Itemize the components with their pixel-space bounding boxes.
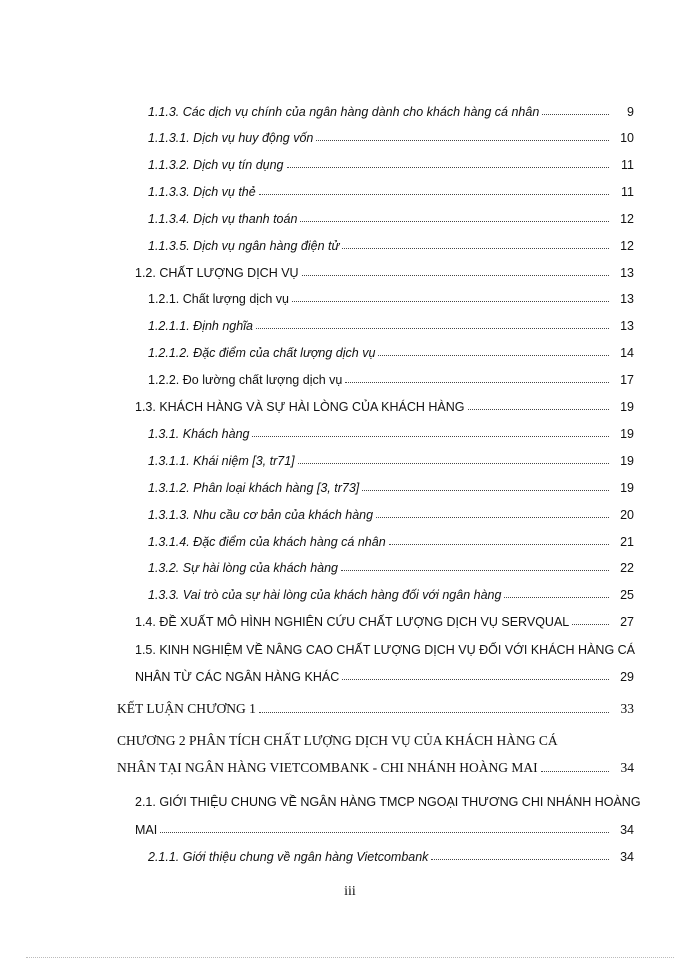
toc-entry[interactable] [148,473,634,495]
dot-leader [287,166,609,168]
toc-entry[interactable] [148,500,634,522]
toc-entry-title: 1.1.3.4. Dịch vụ thanh toán [148,212,298,226]
toc-entry-title: 1.3.1.2. Phân loại khách hàng [3, tr73] [148,481,360,495]
toc-entry-page: 12 [620,212,634,226]
toc-entry-page: 13 [620,266,634,280]
toc-entry-page: 19 [620,427,634,441]
dot-leader [378,354,609,356]
page-bottom-divider [26,957,674,958]
toc-entry-title: 1.2.1. Chất lượng dịch vụ [148,292,289,306]
dot-leader [389,543,609,545]
dot-leader [259,193,609,195]
toc-entry[interactable] [148,365,634,387]
page-number: iii [344,884,356,899]
dot-leader [468,408,610,410]
dot-leader [292,300,609,302]
toc-entry[interactable] [148,527,634,549]
toc-entry-page: 20 [620,508,634,522]
toc-entry-page: 19 [620,400,634,414]
toc-entry-page: 14 [620,346,634,360]
toc-entry-title: 1.3.2. Sự hài lòng của khách hàng [148,561,339,575]
toc-entry[interactable] [135,392,634,414]
toc-entry-title: 1.2.1.2. Đặc điểm của chất lượng dịch vụ [148,346,376,360]
toc-entry-title: 1.1.3.5. Dịch vụ ngân hàng điện tử [148,239,340,253]
dot-leader [572,623,609,625]
toc-entry-page: 19 [620,481,634,495]
toc-entry[interactable] [148,311,634,333]
toc-entry[interactable] [148,204,634,226]
toc-entry-title: 1.1.3.3. Dịch vụ thẻ [148,185,256,199]
toc-entry-page: 29 [620,670,634,684]
toc-entry[interactable] [148,123,634,145]
toc-entry-title: NHÂN TẠI NGÂN HÀNG VIETCOMBANK - CHI NHÁNH HOÀNG MAI [117,760,538,775]
dot-leader [252,435,609,437]
toc-entry-page: 17 [620,373,634,387]
dot-leader [345,381,609,383]
toc-entry-title: 1.4. ĐỀ XUẤT MÔ HÌNH NGHIÊN CỨU CHẤT LƯỢNG DỊCH VỤ SERVQUAL [135,615,570,629]
toc-entry[interactable] [148,580,634,602]
toc-entry[interactable] [135,815,634,837]
toc-entry[interactable] [148,338,634,360]
toc-entry-conclusion[interactable] [117,695,634,717]
dot-leader [342,247,609,249]
dot-leader [542,113,609,115]
toc-chapter[interactable] [117,754,634,776]
toc-entry-page: 9 [627,105,634,119]
dot-leader [256,327,609,329]
toc-entry[interactable] [148,231,634,253]
toc-entry-page: 34 [620,760,634,775]
dot-leader [504,596,609,598]
toc-entry[interactable] [135,662,634,684]
toc-entry-title: 1.3.1.1. Khái niệm [3, tr71] [148,454,295,468]
toc-entry[interactable] [135,607,634,629]
toc-entry-title: 1.5. KINH NGHIỆM VỀ NÂNG CAO CHẤT LƯỢNG DỊCH VỤ ĐỐI VỚI KHÁCH HÀNG CÁ [135,643,636,657]
toc-entry[interactable] [148,177,634,199]
dot-leader [160,831,609,833]
toc-entry[interactable] [148,284,634,306]
toc-entry-title: MAI [135,823,158,837]
dot-leader [316,139,609,141]
toc-entry-title: 1.3.1.4. Đặc điểm của khách hàng cá nhân [148,535,386,549]
dot-leader [431,858,609,860]
toc-entry-title: 1.1.3. Các dịch vụ chính của ngân hàng dành cho khách hàng cá nhân [148,105,540,119]
toc-entry[interactable] [148,446,634,468]
toc-entry-title: 1.3. KHÁCH HÀNG VÀ SỰ HÀI LÒNG CỦA KHÁCH HÀNG [135,400,465,414]
toc-entry-title: 1.3.3. Vai trò của sự hài lòng của khách hàng đối với ngân hàng [148,588,502,602]
toc-entry[interactable] [148,842,634,864]
toc-entry-page: 10 [620,131,634,145]
toc-entry-page: 34 [620,850,634,864]
toc-entry-page: 25 [620,588,634,602]
dot-leader [298,462,609,464]
toc-entry-page: 13 [620,292,634,306]
dot-leader [342,678,609,680]
dot-leader [341,569,609,571]
toc-chapter-line1[interactable] [117,727,634,749]
toc-entry-page: 13 [620,319,634,333]
dot-leader [300,220,609,222]
toc-entry-title: 2.1. GIỚI THIỆU CHUNG VỀ NGÂN HÀNG TMCP NGOẠI THƯƠNG CHI NHÁNH HOÀNG [135,795,641,809]
toc-entry-page: 19 [620,454,634,468]
toc-entry[interactable] [148,419,634,441]
toc-entry-page: 21 [620,535,634,549]
dot-leader [362,489,609,491]
toc-entry-title: CHƯƠNG 2 PHÂN TÍCH CHẤT LƯỢNG DỊCH VỤ CỦA KHÁCH HÀNG CÁ [117,733,558,748]
toc-entry-page: 12 [620,239,634,253]
toc-entry[interactable] [148,150,634,172]
dot-leader [376,516,609,518]
toc-entry-page: 27 [620,615,634,629]
toc-entry-page: 22 [620,561,634,575]
toc-entry-title: 1.2.2. Đo lường chất lượng dịch vụ [148,373,343,387]
toc-entry-title: 1.2. CHẤT LƯỢNG DỊCH VỤ [135,266,299,280]
toc-entry-page: 11 [621,158,634,172]
toc-entry-title: 2.1.1. Giới thiệu chung về ngân hàng Vietcombank [148,850,429,864]
toc-entry-title: NHÂN TỪ CÁC NGÂN HÀNG KHÁC [135,670,340,684]
toc-entry[interactable] [135,258,634,280]
toc-entry-line1[interactable] [135,635,634,657]
toc-entry[interactable] [148,97,634,119]
dot-leader [541,770,609,772]
toc-entry-page: 33 [620,701,634,716]
toc-entry-title: 1.1.3.2. Dịch vụ tín dụng [148,158,284,172]
dot-leader [302,274,609,276]
toc-entry-title: 1.3.1. Khách hàng [148,427,250,441]
toc-entry-title: 1.1.3.1. Dịch vụ huy động vốn [148,131,314,145]
toc-entry-title: KẾT LUẬN CHƯƠNG 1 [117,701,256,716]
toc-entry-page: 34 [620,823,634,837]
toc-entry-line1[interactable] [135,787,641,809]
toc-entry-title: 1.2.1.1. Định nghĩa [148,319,253,333]
dot-leader [259,711,609,713]
toc-entry-title: 1.3.1.3. Nhu cầu cơ bản của khách hàng [148,508,374,522]
toc-entry[interactable] [148,553,634,575]
toc-entry-page: 11 [621,185,634,199]
